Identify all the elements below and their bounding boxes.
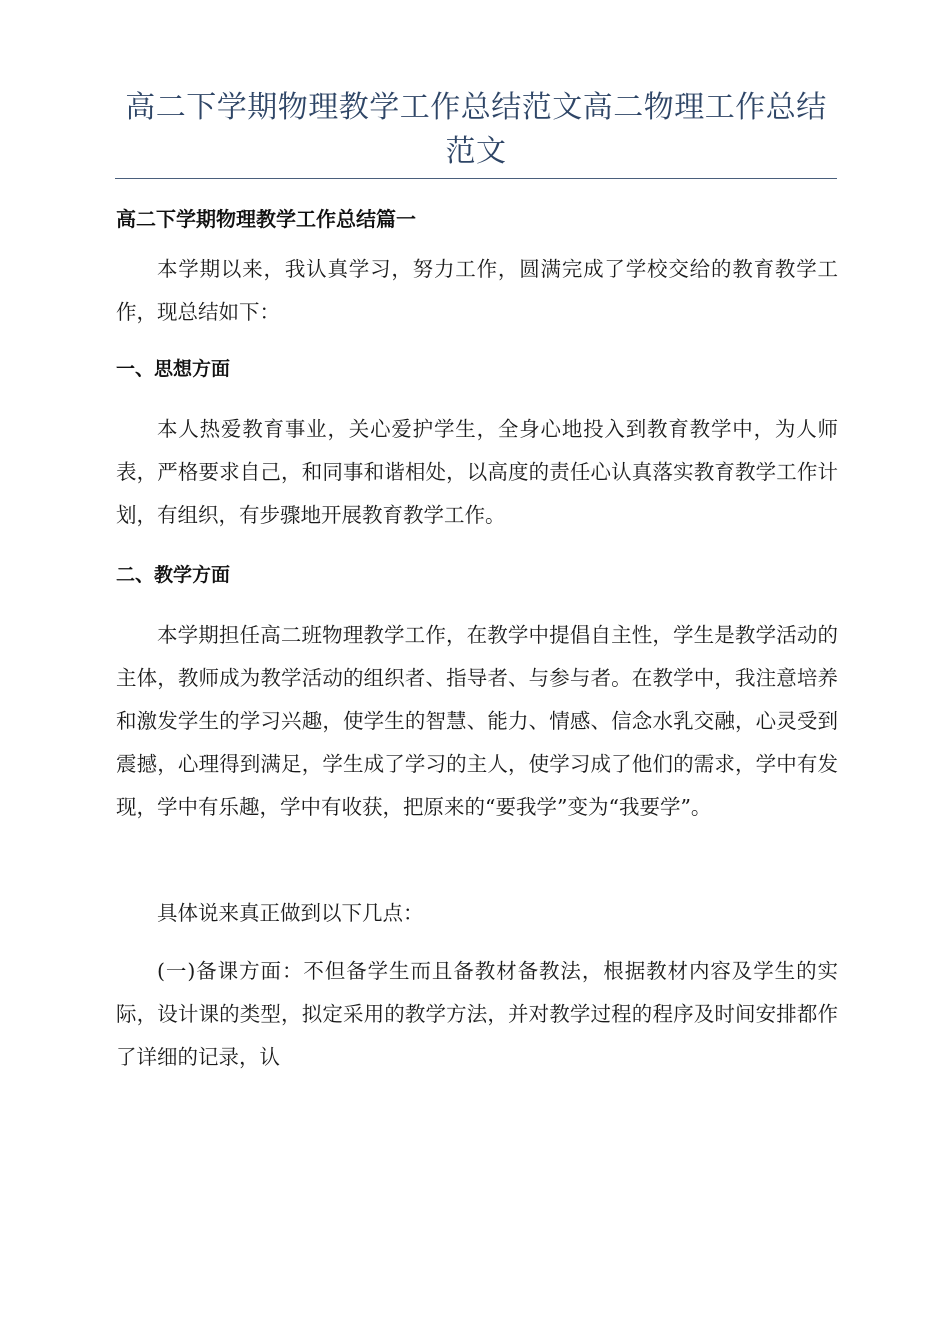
teaching-heading: 二、教学方面: [116, 564, 231, 586]
title-divider: [115, 178, 837, 179]
section-heading: 高二下学期物理教学工作总结篇一: [116, 207, 416, 231]
thought-paragraph: 本人热爱教育事业，关心爱护学生，全身心地投入到教育教学中，为人师表，严格要求自己，和同事和谐相处，以高度的责任心认真落实教育教学工作计划，有组织，有步骤地开展教育教学工作。: [116, 417, 838, 527]
points-intro-paragraph: 具体说来真正做到以下几点：: [157, 901, 424, 925]
teaching-paragraph: 本学期担任高二班物理教学工作，在教学中提倡自主性，学生是教学活动的主体，教师成为教学活动的组织者、指导者、与参与者。在教学中，我注意培养和激发学生的学习兴趣，使学生的智慧、能力、情感、信念水乳交融，心灵受到震撼，心理得到满足，学生成了学习的主人，使学习成了他们的需求，学中有发现，学中有乐趣，学中有收获，把原来的“要我学”变为“我要学”。: [116, 623, 838, 819]
document-title: 高二下学期物理教学工作总结范文高二物理工作总结范文: [125, 90, 827, 169]
thought-heading: 一、思想方面: [116, 358, 231, 380]
lesson-prep-paragraph: (一)备课方面：不但备学生而且备教材备教法，根据教材内容及学生的实际，设计课的类型，拟定采用的教学方法，并对教学过程的程序及时间安排都作了详细的记录，认: [116, 959, 838, 1069]
intro-paragraph: 本学期以来，我认真学习，努力工作，圆满完成了学校交给的教育教学工作，现总结如下：: [116, 257, 838, 324]
